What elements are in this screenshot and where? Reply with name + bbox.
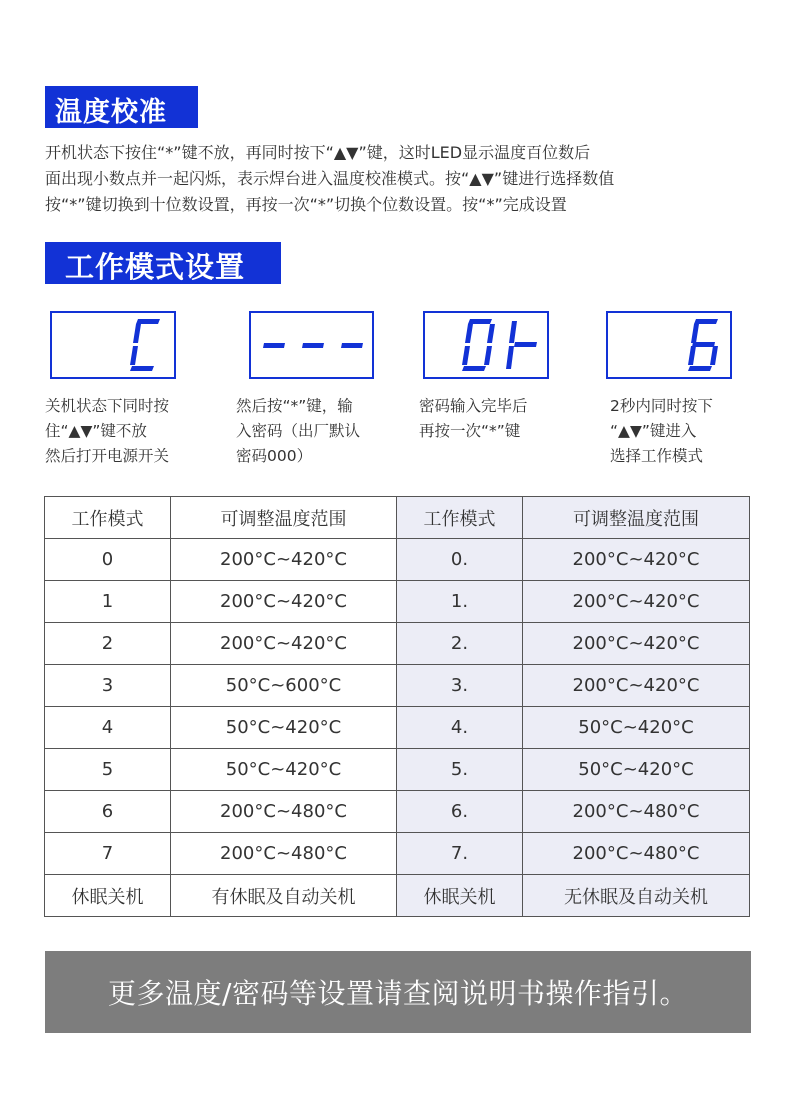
seg-f xyxy=(133,324,141,343)
cell-mode: 5. xyxy=(397,749,523,791)
header-range: 可调整温度范围 xyxy=(171,497,397,539)
seg-a xyxy=(468,319,492,324)
table-row xyxy=(45,749,750,791)
led-segments-6 xyxy=(608,313,730,377)
table-row xyxy=(45,665,750,707)
seg-e xyxy=(688,346,696,365)
calibration-instructions xyxy=(45,140,745,218)
step-caption xyxy=(45,394,169,469)
cell-range: 200°C~420°C xyxy=(523,539,750,581)
calibration-line: 面出现小数点并一起闪烁，表示焊台进入温度校准模式。按“▲▼”键进行选择数值 xyxy=(45,169,615,188)
header-range: 可调整温度范围 xyxy=(523,497,750,539)
seg-d xyxy=(130,366,154,371)
calibration-line: 开机状态下按住“*”键不放，再同时按下“▲▼”键，这时LED显示温度百位数后 xyxy=(45,143,591,162)
seg-f xyxy=(465,324,473,343)
cell-range: 50°C~420°C xyxy=(523,749,750,791)
cell-range: 200°C~480°C xyxy=(171,791,397,833)
cell-range: 200°C~480°C xyxy=(523,791,750,833)
cell-range: 200°C~420°C xyxy=(523,581,750,623)
cell-range: 200°C~420°C xyxy=(171,623,397,665)
led-display-c xyxy=(50,311,176,379)
caption-line: “▲▼”键进入 xyxy=(610,422,697,440)
caption-line: 关机状态下同时按 xyxy=(45,397,170,415)
cell-range: 200°C~480°C xyxy=(523,833,750,875)
seg-b xyxy=(487,324,495,343)
caption-line: 2秒内同时按下 xyxy=(610,397,713,415)
table-body xyxy=(45,539,750,917)
led-segments-c xyxy=(52,313,174,377)
cell-mode: 3. xyxy=(397,665,523,707)
seg-g xyxy=(341,343,363,348)
led-segments-01 xyxy=(425,313,547,377)
caption-line: 密码输入完毕后 xyxy=(419,397,528,415)
cell-mode: 6 xyxy=(45,791,171,833)
table-row xyxy=(45,581,750,623)
cell-range: 有休眠及自动关机 xyxy=(171,875,397,917)
seg-a xyxy=(694,319,718,324)
cell-mode: 4. xyxy=(397,707,523,749)
seg-f xyxy=(691,324,699,343)
led-segments-dashes xyxy=(251,313,372,377)
led-display-01 xyxy=(423,311,549,379)
seg-d xyxy=(688,366,712,371)
calibration-line: 按“*”键切换到十位数设置，再按一次“*”切换个位数设置。按“*”完成设置 xyxy=(45,195,567,214)
cell-mode: 5 xyxy=(45,749,171,791)
table-header-row xyxy=(45,497,750,539)
cell-mode: 6. xyxy=(397,791,523,833)
table-row xyxy=(45,833,750,875)
step-caption xyxy=(236,394,360,469)
cell-mode: 1 xyxy=(45,581,171,623)
table-row xyxy=(45,791,750,833)
seg-g xyxy=(302,343,324,348)
seg-a xyxy=(136,319,160,324)
table-row xyxy=(45,539,750,581)
cell-mode: 休眠关机 xyxy=(45,875,171,917)
cell-mode: 休眠关机 xyxy=(397,875,523,917)
cell-mode: 3 xyxy=(45,665,171,707)
step-caption xyxy=(419,394,528,444)
seg-e xyxy=(130,346,138,365)
cell-mode: 7. xyxy=(397,833,523,875)
led-display-6 xyxy=(606,311,732,379)
cell-range: 无休眠及自动关机 xyxy=(523,875,750,917)
mode-table xyxy=(44,496,750,917)
cell-range: 200°C~420°C xyxy=(523,665,750,707)
table-row xyxy=(45,875,750,917)
cell-range: 200°C~420°C xyxy=(171,581,397,623)
step-caption xyxy=(610,394,713,469)
caption-line: 住“▲▼”键不放 xyxy=(45,422,147,440)
caption-line: 再按一次“*”键 xyxy=(419,422,521,440)
seg-c xyxy=(484,346,492,365)
cell-range: 50°C~600°C xyxy=(171,665,397,707)
cell-mode: 2. xyxy=(397,623,523,665)
caption-line: 密码000） xyxy=(236,447,313,465)
seg-g xyxy=(263,343,285,348)
caption-line: 选择工作模式 xyxy=(610,447,704,465)
cell-mode: 1. xyxy=(397,581,523,623)
seg-d xyxy=(462,366,486,371)
header-mode: 工作模式 xyxy=(45,497,171,539)
cell-mode: 0 xyxy=(45,539,171,581)
cell-range: 200°C~420°C xyxy=(171,539,397,581)
mode-setting-title: 工作模式设置 xyxy=(45,242,281,284)
cell-range: 50°C~420°C xyxy=(171,707,397,749)
cell-mode: 0. xyxy=(397,539,523,581)
caption-line: 然后打开电源开关 xyxy=(45,447,170,465)
cell-range: 50°C~420°C xyxy=(171,749,397,791)
seg-g xyxy=(514,342,537,347)
seg-c xyxy=(506,346,514,369)
table-row xyxy=(45,623,750,665)
cell-range: 50°C~420°C xyxy=(523,707,750,749)
seg-b xyxy=(509,321,517,343)
seg-c xyxy=(710,346,718,365)
header-mode: 工作模式 xyxy=(397,497,523,539)
cell-mode: 7 xyxy=(45,833,171,875)
footer-banner: 更多温度/密码等设置请查阅说明书操作指引。 xyxy=(45,951,751,1033)
cell-range: 200°C~480°C xyxy=(171,833,397,875)
caption-line: 入密码（出厂默认 xyxy=(236,422,361,440)
seg-e xyxy=(462,346,470,365)
table-row xyxy=(45,707,750,749)
caption-line: 然后按“*”键，输 xyxy=(236,397,353,415)
cell-mode: 4 xyxy=(45,707,171,749)
cell-mode: 2 xyxy=(45,623,171,665)
led-display-dashes xyxy=(249,311,374,379)
cell-range: 200°C~420°C xyxy=(523,623,750,665)
calibration-title: 温度校准 xyxy=(45,86,198,128)
